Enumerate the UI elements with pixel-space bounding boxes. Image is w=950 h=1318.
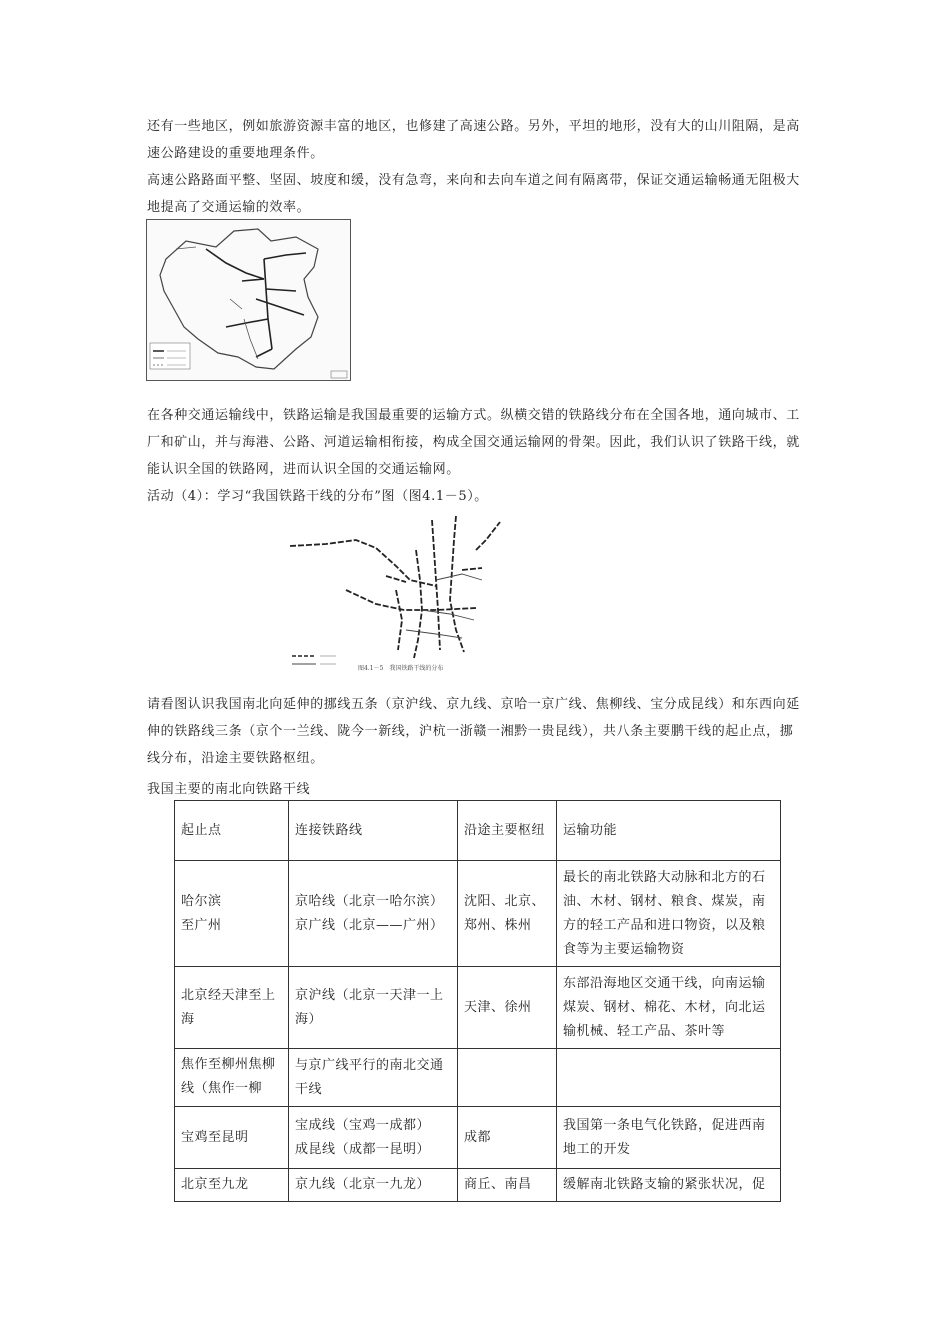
railway-map-caption: 图4.1－5 我国铁路干线的分布 [358, 665, 444, 672]
china-expressway-map-image [146, 219, 351, 381]
table-cell-hubs [458, 1049, 557, 1107]
paragraph-expressway-features: 高速公路路面平整、坚固、坡度和缓，没有急弯，来向和去向车道之间有隔离带，保证交通运输畅通无阻极大地提高了交通运输的效率。 [147, 173, 800, 215]
railway-line-name: 京沪线（北京一天津一上海） [295, 987, 444, 1027]
table-cell-hubs: 天津、徐州 [458, 967, 557, 1049]
paragraph-activity-4: 活动（4）：学习“我国铁路干线的分布”图（图4.1－5）。 [147, 489, 488, 504]
railway-line-name: 宝成线（宝鸡一成都） [295, 1117, 431, 1133]
table-row [175, 1049, 781, 1107]
table-cell-lines [289, 861, 458, 967]
railway-line-name: 成昆线（成都一昆明） [295, 1141, 431, 1157]
table-row [175, 1107, 781, 1169]
start-end-line: 北京至九龙 [181, 1177, 249, 1192]
railway-line-name: 京九线（北京一九龙） [295, 1177, 431, 1192]
table-title: 我国主要的南北向铁路干线 [147, 782, 311, 797]
table-cell-hubs: 沈阳、北京、郑州、株州 [458, 861, 557, 967]
paragraph-railway-lines-intro: 请看图认识我国南北向延伸的挪线五条（京沪线、京九线、京哈一京广线、焦柳线、宝分成昆线）和东西向延伸的铁路线三条（京个一兰线、陇今一新线，沪杭一浙赣一湘黔一贵昆线），共八条主要鹏干线的起止点，挪线分布，沿途主要铁路枢纽。 [147, 697, 800, 766]
table-row [175, 861, 781, 967]
table-cell-function: 我国第一条电气化铁路，促进西南地工的开发 [557, 1107, 781, 1169]
table-cell-start-end [175, 1169, 289, 1202]
table-cell-function: 东部沿海地区交通干线，向南运输煤炭、钢材、棉花、木材，向北运输机械、轻工产品、茶叶等 [557, 967, 781, 1049]
railway-line-name: 京广线（北京——广州） [295, 917, 444, 933]
table-header-cell: 起止点 [175, 801, 289, 861]
start-end-line: 哈尔滨 [181, 893, 222, 909]
china-railway-map-drawing [286, 510, 522, 660]
table-cell-function: 缓解南北铁路支输的紧张状况，促 [557, 1169, 781, 1202]
paragraph-railway-importance: 在各种交通运输线中，铁路运输是我国最重要的运输方式。纵横交错的铁路线分布在全国各地，通向城市、工厂和矿山，并与海港、公路、河道运输相衔接，构成全国交通运输网的骨架。因此，我们认识了铁路干线，就能认识全国的铁路网，进而认识全国的交通运输网。 [147, 408, 800, 477]
table-row [175, 967, 781, 1049]
railway-trunk-table [174, 800, 781, 1202]
table-cell-function: 最长的南北铁路大动脉和北方的石油、木材、钢材、粮食、煤炭，南方的轻工产品和进口物资，以及粮食等为主要运输物资 [557, 861, 781, 967]
railway-line-name: 与京广线平行的南北交通干线 [295, 1057, 444, 1097]
china-railway-map-image [286, 510, 522, 682]
railway-line-name: 京哈线（北京一哈尔滨） [295, 893, 444, 909]
railway-map-legend [290, 650, 350, 680]
table-cell-lines [289, 967, 458, 1049]
table-header-cell: 沿途主要枢纽 [458, 801, 557, 861]
table-cell-hubs: 商丘、南昌 [458, 1169, 557, 1202]
table-header-cell: 运输功能 [557, 801, 781, 861]
table-cell-lines [289, 1049, 458, 1107]
table-cell-hubs: 成都 [458, 1107, 557, 1169]
railway-map-legend-lines [290, 650, 350, 680]
start-end-line: 焦作至柳州焦柳线（焦作一柳 [181, 1057, 276, 1096]
start-end-line: 至广州 [181, 917, 222, 933]
table-cell-function [557, 1049, 781, 1107]
table-row [175, 1169, 781, 1202]
start-end-line: 宝鸡至昆明 [181, 1129, 249, 1145]
table-header-cell: 连接铁路线 [289, 801, 458, 861]
table-cell-lines [289, 1107, 458, 1169]
table-cell-start-end [175, 1049, 289, 1107]
china-expressway-map-drawing [146, 219, 351, 381]
table-cell-start-end [175, 861, 289, 967]
start-end-line: 北京经天津至上海 [181, 987, 276, 1027]
paragraph-expressway-regions: 还有一些地区，例如旅游资源丰富的地区，也修建了高速公路。另外，平坦的地形，没有大的山川阻隔，是高速公路建设的重要地理条件。 [147, 119, 800, 161]
table-cell-start-end [175, 1107, 289, 1169]
table-cell-lines [289, 1169, 458, 1202]
table-cell-start-end [175, 967, 289, 1049]
table-header-row [175, 801, 781, 861]
